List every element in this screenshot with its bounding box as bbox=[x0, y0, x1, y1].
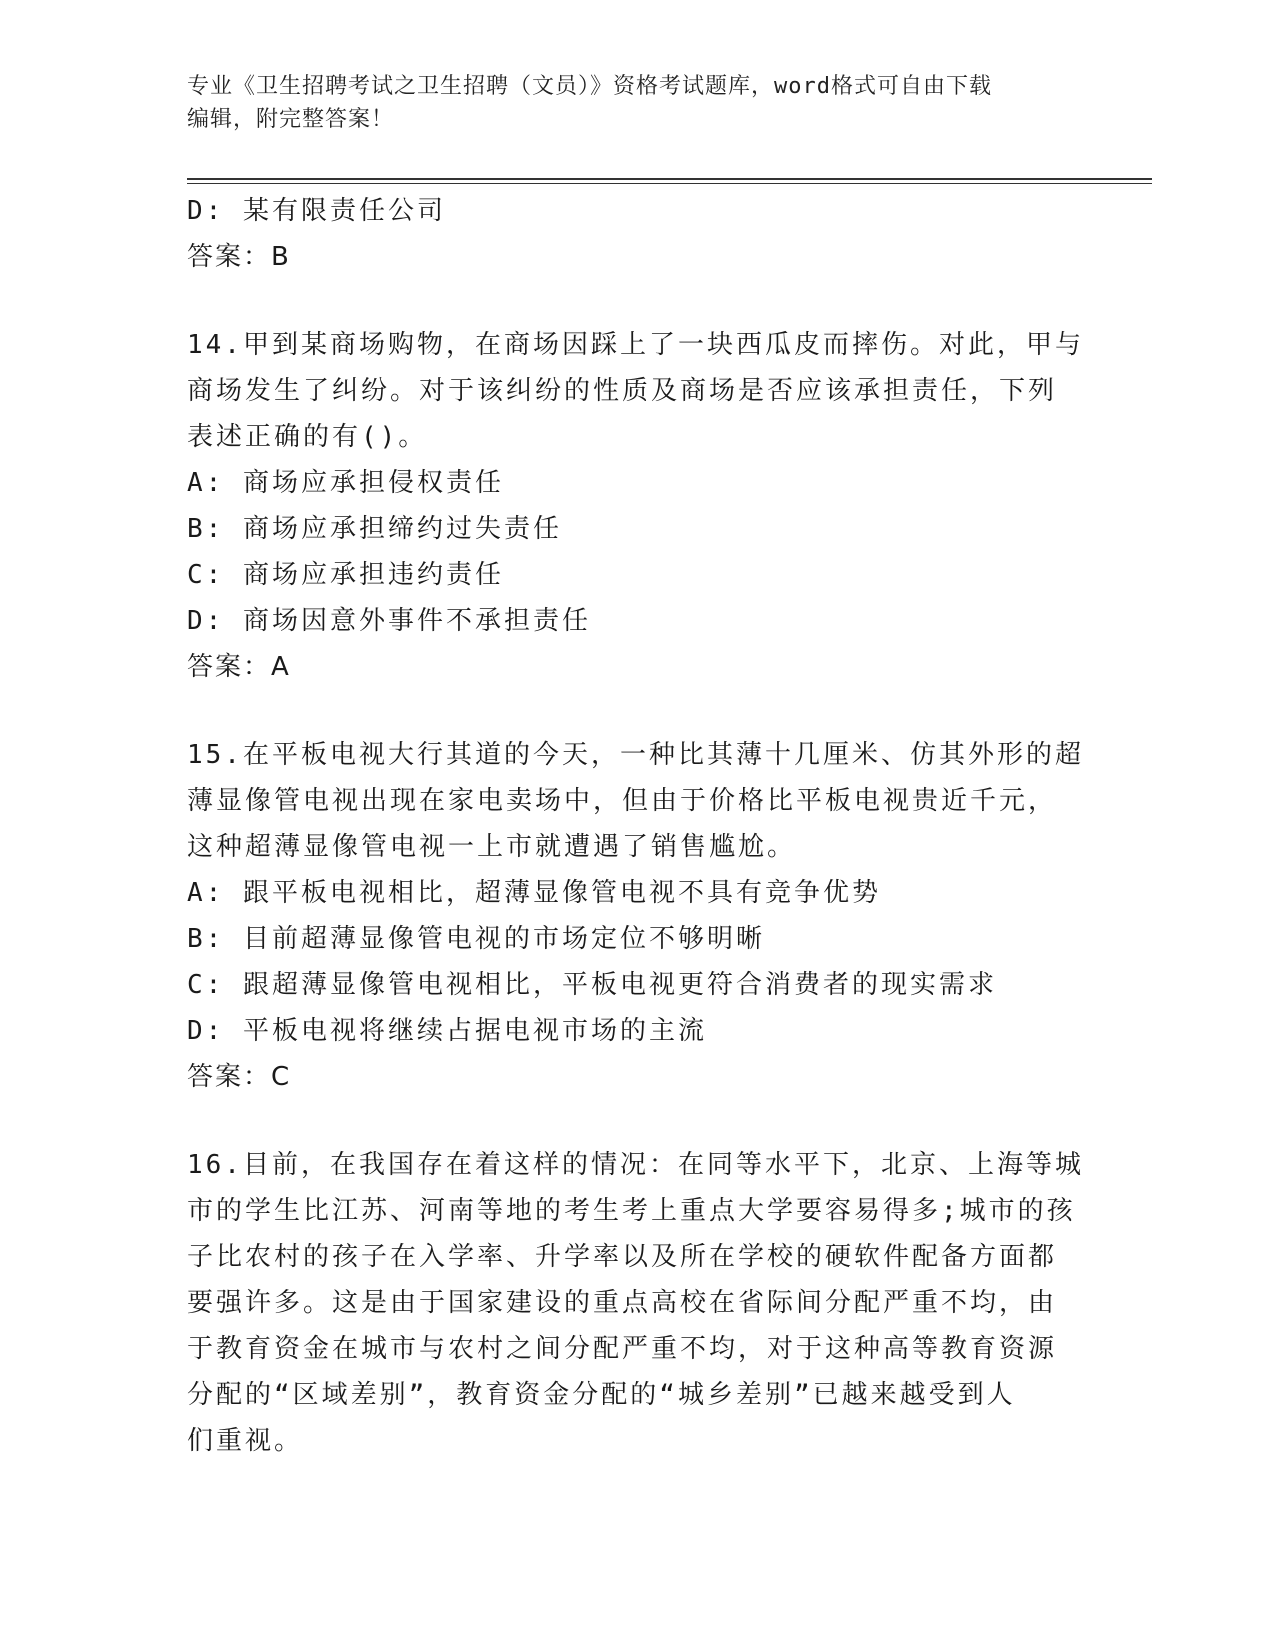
question-text-line: 15.在平板电视大行其道的今天，一种比其薄十几厘米、仿其外形的超 bbox=[187, 740, 1084, 770]
option-d: D: 某有限责任公司 bbox=[187, 196, 446, 226]
header-divider-thin bbox=[187, 183, 1152, 184]
question-15 bbox=[187, 732, 1087, 1100]
option-d: D: 平板电视将继续占据电视市场的主流 bbox=[187, 1016, 707, 1046]
question-text-line: 表述正确的有()。 bbox=[187, 422, 428, 452]
option-a: A: 跟平板电视相比，超薄显像管电视不具有竞争优势 bbox=[187, 878, 881, 908]
question-text-line: 于教育资金在城市与农村之间分配严重不均，对于这种高等教育资源 bbox=[187, 1334, 1058, 1364]
question-text-line: 市的学生比江苏、河南等地的考生考上重点大学要容易得多;城市的孩 bbox=[187, 1196, 1076, 1226]
question-text-line: 分配的“区域差别”，教育资金分配的“城乡差别”已越来越受到人 bbox=[187, 1380, 1016, 1410]
answer-line: 答案：B bbox=[187, 242, 291, 272]
question-text-line: 16.目前，在我国存在着这样的情况：在同等水平下，北京、上海等城 bbox=[187, 1150, 1084, 1180]
header-line-1: 专业《卫生招聘考试之卫生招聘（文员）》资格考试题库，word格式可自由下载 bbox=[187, 74, 992, 99]
question-text-line: 们重视。 bbox=[187, 1426, 304, 1456]
question-14 bbox=[187, 322, 1087, 690]
option-a: A: 商场应承担侵权责任 bbox=[187, 468, 504, 498]
question-16 bbox=[187, 1142, 1087, 1464]
option-b: B: 目前超薄显像管电视的市场定位不够明晰 bbox=[187, 924, 765, 954]
question-text-line: 薄显像管电视出现在家电卖场中，但由于价格比平板电视贵近千元， bbox=[187, 786, 1058, 816]
header-divider-thick bbox=[187, 178, 1152, 180]
question-text-line: 子比农村的孩子在入学率、升学率以及所在学校的硬软件配备方面都 bbox=[187, 1242, 1058, 1272]
header-line-2: 编辑，附完整答案！ bbox=[187, 107, 395, 132]
option-b: B: 商场应承担缔约过失责任 bbox=[187, 514, 562, 544]
question-text-line: 这种超薄显像管电视一上市就遭遇了销售尴尬。 bbox=[187, 832, 797, 862]
document-body bbox=[187, 188, 1087, 1464]
option-d: D: 商场因意外事件不承担责任 bbox=[187, 606, 591, 636]
option-c: C: 跟超薄显像管电视相比，平板电视更符合消费者的现实需求 bbox=[187, 970, 997, 1000]
answer-line: 答案：C bbox=[187, 1062, 292, 1092]
question-text-line: 要强许多。这是由于国家建设的重点高校在省际间分配严重不均，由 bbox=[187, 1288, 1058, 1318]
answer-line: 答案：A bbox=[187, 652, 291, 682]
previous-question-tail bbox=[187, 188, 1087, 280]
question-text-line: 14.甲到某商场购物，在商场因踩上了一块西瓜皮而摔伤。对此，甲与 bbox=[187, 330, 1084, 360]
document-header bbox=[187, 70, 1087, 136]
option-c: C: 商场应承担违约责任 bbox=[187, 560, 504, 590]
question-text-line: 商场发生了纠纷。对于该纠纷的性质及商场是否应该承担责任，下列 bbox=[187, 376, 1058, 406]
